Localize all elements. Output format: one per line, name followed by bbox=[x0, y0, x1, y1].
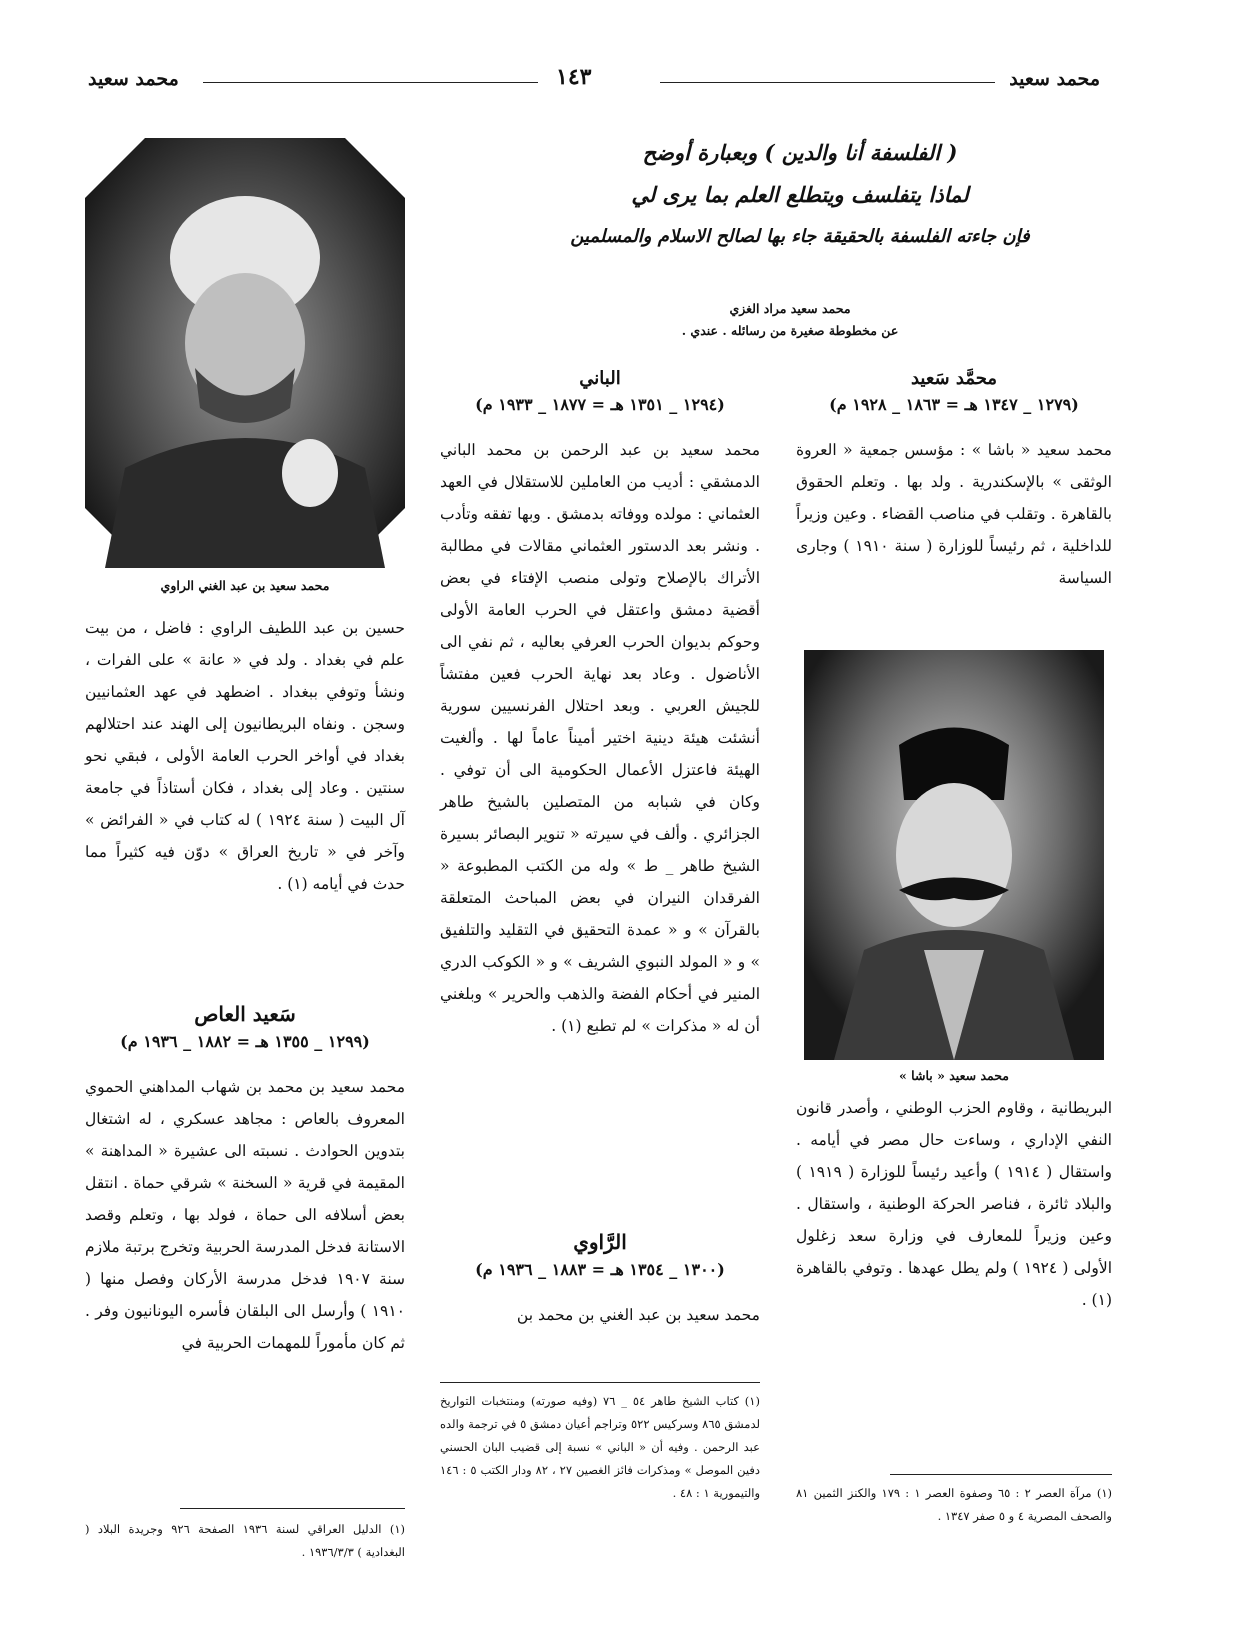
entry-al-rawi bbox=[440, 1230, 760, 1331]
handwritten-line: لماذا يتفلسف ويتطلع العلم بما يرى لي bbox=[631, 182, 969, 207]
footnote-rule bbox=[180, 1508, 405, 1509]
entry-title: سَعيد العاص bbox=[194, 1002, 296, 1026]
entry-dates: (١٣٠٠ _ ١٣٥٤ هـ = ١٨٨٣ _ ١٩٣٦ م) bbox=[475, 1260, 725, 1279]
footnote-left: (١) الدليل العراقي لسنة ١٩٣٦ الصفحة ٩٢٦ وجريدة البلاد ( البغدادية ) ١٩٣٦/٣/٣ . bbox=[85, 1522, 406, 1559]
entry-al-rawi-cont bbox=[85, 612, 405, 900]
running-title-left: محمد سعيد bbox=[88, 68, 179, 90]
handwritten-line: ( الفلسفة أنا والدين ) وبعبارة أوضح bbox=[642, 140, 958, 165]
header-rule-right bbox=[660, 82, 995, 83]
header-rule-left bbox=[203, 82, 538, 83]
entry-title: محمَّد سَعيد bbox=[910, 368, 998, 389]
handwritten-quote bbox=[540, 132, 1060, 258]
footnote-middle: (١) كتاب الشيخ طاهر ٥٤ _ ٧٦ (وفيه صورته) ومنتخبات التواريخ لدمشق ٨٦٥ وسركيس ٥٢٢ وتراجم أعيان دمشق ٥ في ترجمة والده عبد الرحمن . وفيه أن « الباني » نسبة إلى قضيب البان الحسني دفين الموصل » ومذكرات فائز الغصين ٢٧ ، ٨٢ ودار الكتب ٥ : ١٤٦ والتيمورية ١ : ٤٨ . bbox=[440, 1394, 761, 1500]
entry-title: الباني bbox=[579, 368, 621, 389]
entry-body: محمد سعيد بن عبد الرحمن بن محمد الباني الدمشقي : أديب من العاملين للاستقلال في العهد العثماني : مولده ووفاته بدمشق . وبها تفقه وتأدب . ونشر بعد الدستور العثماني مقالات في مطالبة الأتراك بالإصلاح وتولى منصب الإفتاء في بعض أقضية دمشق واعتقل في الحرب العامة الأولى وحوكم بديوان الحرب العرفي بعاليه ، ثم نفي الى الأناضول . وعاد بعد نهاية الحرب فعين مفتشاً للجيش العربي . وبعد احتلال الفرنسيين سورية أنشئت هيئة دينية اختير أميناً عاماً لها . وألغيت الهيئة فاعتزل الأعمال الحكومية الى أن توفي . وكان في شبابه من المتصلين بالشيخ طاهر الجزائري . وألف في سيرته « تنوير البصائر بسيرة الشيخ طاهر _ ط » وله من الكتب المطبوعة « الفرقدان النيران في بعض المباحث المتعلقة بالقرآن » و « عمدة التحقيق في التقليد والتلفيق » و « المولد النبوي الشريف » و « الكوكب الدري المنير في أحكام الفضة والذهب والحرير » وبلغني أن له « مذكرات » لم تطبع (١) . bbox=[440, 441, 760, 1035]
running-title-right: محمد سعيد bbox=[1009, 68, 1100, 90]
page-header bbox=[88, 62, 1100, 102]
handwriting-signature: محمد سعيد مراد الغزي bbox=[729, 301, 851, 316]
footnote-rule bbox=[440, 1382, 760, 1383]
portrait-image bbox=[85, 138, 405, 568]
entry-body: حسين بن عبد اللطيف الراوي : فاضل ، من بيت علم في بغداد . ولد في « عانة » على الفرات ، ونشأ وتوفي ببغداد . اضطهد في عهد العثمانيين وسجن . ونفاه البريطانيون إلى الهند عند احتلالهم بغداد في أواخر الحرب العامة الأولى ، فبقي نحو سنتين . وعاد إلى بغداد ، فكان أستاذاً في جامعة آل البيت ( سنة ١٩٢٤ ) له كتاب في « الفرائض » وآخر في « تاريخ العراق » دوّن فيه كثيراً مما حدث في أيامه (١) . bbox=[85, 619, 405, 893]
entry-dates: (١٢٩٩ _ ١٣٥٥ هـ = ١٨٨٢ _ ١٩٣٦ م) bbox=[120, 1032, 370, 1051]
entry-mohamed-said-pasha bbox=[796, 368, 1112, 594]
entry-body: محمد سعيد بن محمد بن شهاب المداهني الحموي المعروف بالعاص : مجاهد عسكري ، له اشتغال بتدوين الحوادث . نسبته الى عشيرة « المداهنة » المقيمة في قرية « السخنة » شرقي حماة . انتقل بعض أسلافه الى حماة ، فولد بها ، وتعلم وقصد الاستانة فدخل المدرسة الحربية وتخرج برتبة ملازم سنة ١٩٠٧ فدخل مدرسة الأركان وفصل منها ( ١٩١٠ ) وأرسل الى البلقان فأسره اليونانيون وفر . ثم كان مأموراً للمهمات الحربية في bbox=[85, 1078, 406, 1352]
entry-mohamed-said-pasha-cont bbox=[796, 1092, 1112, 1316]
handwriting-attribution bbox=[620, 298, 960, 342]
entry-said-al-aas bbox=[85, 1002, 405, 1359]
portrait-photo-pasha bbox=[804, 650, 1104, 1060]
entry-al-bani bbox=[440, 368, 760, 1042]
entry-body: محمد سعيد بن عبد الغني بن محمد بن bbox=[516, 1306, 760, 1324]
entry-dates: (١٢٩٤ _ ١٣٥١ هـ = ١٨٧٧ _ ١٩٣٣ م) bbox=[475, 395, 725, 414]
portrait-image bbox=[804, 650, 1104, 1060]
page-number: ١٤٣ bbox=[556, 64, 592, 90]
entry-body: البريطانية ، وقاوم الحزب الوطني ، وأصدر قانون النفي الإداري ، وساءت حال مصر في أيامه . واستقال ( ١٩١٤ ) وأعيد رئيساً للوزارة ( ١٩١٩ ) والبلاد ثائرة ، فناصر الحركة الوطنية ، واستقال . وعين وزيراً للمعارف في وزارة سعد زغلول الأولى ( ١٩٢٤ ) ولم يطل عهدها . وتوفي بالقاهرة (١) . bbox=[796, 1099, 1113, 1309]
photo-caption-pasha: محمد سعيد « باشا » bbox=[899, 1068, 1009, 1083]
entry-title: الرَّاوي bbox=[573, 1230, 627, 1254]
portrait-photo-rawi bbox=[85, 138, 405, 568]
entry-body: محمد سعيد « باشا » : مؤسس جمعية « العروة الوثقى » بالإسكندرية . ولد بها . وتعلم الحقوق بالقاهرة . وتقلب في مناصب القضاء . وعين وزيراً للداخلية ، ثم رئيساً للوزارة ( سنة ١٩١٠ ) وجارى السياسة bbox=[796, 441, 1112, 587]
entry-dates: (١٢٧٩ _ ١٣٤٧ هـ = ١٨٦٣ _ ١٩٢٨ م) bbox=[829, 395, 1079, 414]
handwriting-source: عن مخطوطة صغيرة من رسائله . عندي . bbox=[681, 323, 899, 338]
footnote-right: (١) مرآة العصر ٢ : ٦٥ وصفوة العصر ١ : ١٧٩ والكنز الثمين ٨١ والصحف المصرية ٤ و ٥ صفر ١٣٤٧ . bbox=[796, 1486, 1113, 1523]
handwritten-line: فإن جاءته الفلسفة بالحقيقة جاء بها لصالح الاسلام والمسلمين bbox=[570, 226, 1030, 247]
photo-caption-rawi: محمد سعيد بن عبد الغني الراوي bbox=[160, 578, 330, 593]
footnote-rule bbox=[890, 1474, 1112, 1475]
